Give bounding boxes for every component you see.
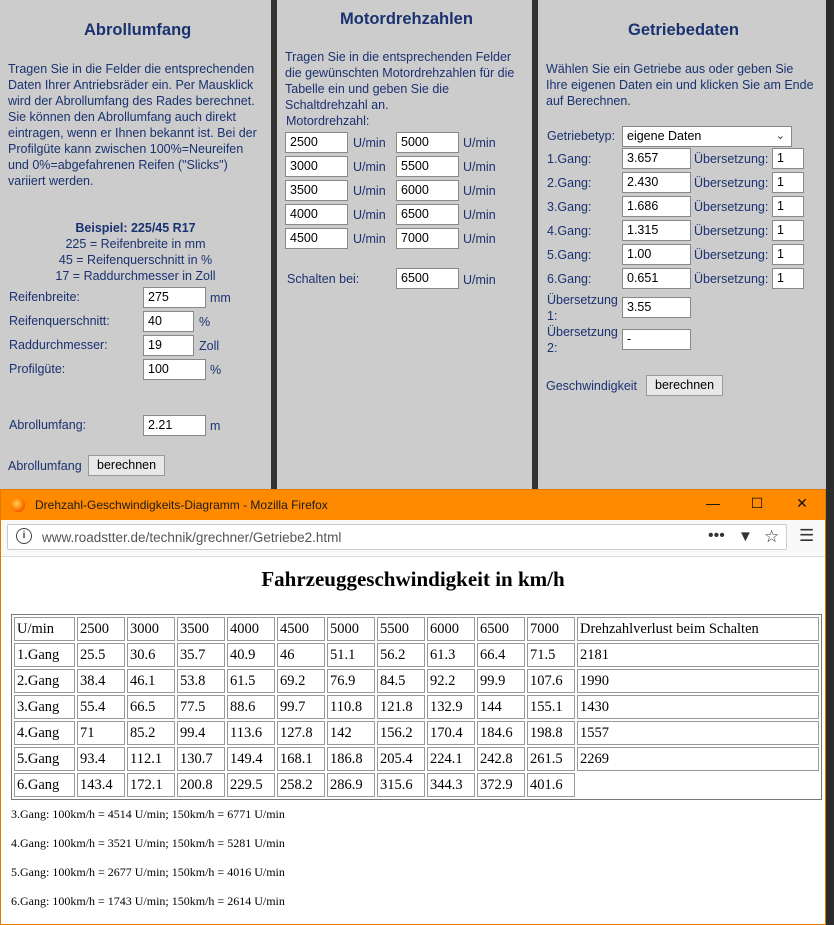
table-cell: 85.2 <box>127 721 175 745</box>
table-cell: 200.8 <box>177 773 225 797</box>
table-cell: 88.6 <box>227 695 275 719</box>
rpm-note: 3.Gang: 100km/h = 4514 U/min; 150km/h = 6771 U/min <box>11 807 285 821</box>
profilguete-input[interactable]: 100 <box>143 359 206 380</box>
table-cell: 99.9 <box>477 669 525 693</box>
uebersetzung-input[interactable]: 1 <box>772 148 804 169</box>
rpm-input[interactable]: 6500 <box>396 204 459 225</box>
table-cell: 3.Gang <box>14 695 75 719</box>
uebersetzung-label: Übersetzung: <box>694 152 769 166</box>
table-cell: 142 <box>327 721 375 745</box>
gang-label: 5.Gang: <box>547 248 592 262</box>
getriebedaten-title: Getriebedaten <box>628 21 739 39</box>
table-cell: 61.5 <box>227 669 275 693</box>
uebersetzung-label: Übersetzung: <box>694 224 769 238</box>
table-cell: 1430 <box>577 695 819 719</box>
table-cell: 156.2 <box>377 721 425 745</box>
gang-label: 3.Gang: <box>547 200 592 214</box>
table-cell: 144 <box>477 695 525 719</box>
rpm-unit: U/min <box>353 232 386 246</box>
table-header-cell: U/min <box>14 617 75 641</box>
url-path: /technik/grechner/Getriebe2.html <box>145 530 342 545</box>
reifenquerschnitt-label: Reifenquerschnitt: <box>9 314 110 328</box>
abrollumfang-berechnen-button[interactable]: berechnen <box>88 455 165 476</box>
abrollumfang-panel <box>0 0 271 490</box>
rpm-note: 6.Gang: 100km/h = 1743 U/min; 150km/h = 2614 U/min <box>11 894 285 908</box>
table-cell: 30.6 <box>127 643 175 667</box>
schalten-label: Schalten bei: <box>287 272 360 286</box>
table-row <box>14 643 819 667</box>
table-cell: 71.5 <box>527 643 575 667</box>
uebersetzung-input[interactable]: 1 <box>772 244 804 265</box>
rpm-input[interactable]: 4500 <box>285 228 348 249</box>
reifenquerschnitt-unit: % <box>199 315 211 329</box>
abrollumfang-description: Tragen Sie in die Felder die entsprechenden Daten Ihrer Antriebsräder ein. Per Mausklick wird der Abrollumfang des Rades berechnet. Sie können den Abrollumfang auch direkt eintragen, wenn er Ihnen bekannt ist. Bei der Profilgüte kann zwischen 100%=Neureifen und 0%=abgefahrenen Reifen ("Slicks") variiert werden. <box>8 62 257 188</box>
rpm-input[interactable]: 4000 <box>285 204 348 225</box>
rpm-input[interactable]: 3000 <box>285 156 348 177</box>
gang-input[interactable]: 2.430 <box>622 172 691 193</box>
table-cell: 1.Gang <box>14 643 75 667</box>
firefox-icon <box>11 498 25 512</box>
table-cell: 5.Gang <box>14 747 75 771</box>
example-line: 225 = Reifenbreite in mm <box>65 237 206 251</box>
menu-icon[interactable]: ☰ <box>799 526 815 545</box>
window-titlebar <box>1 490 825 520</box>
table-cell: 242.8 <box>477 747 525 771</box>
schalten-unit: U/min <box>463 273 496 287</box>
table-cell: 40.9 <box>227 643 275 667</box>
table-cell: 2269 <box>577 747 819 771</box>
table-cell: 46 <box>277 643 325 667</box>
uebersetzung-label: Übersetzung: <box>694 200 769 214</box>
final-ratio-2-input[interactable]: - <box>622 329 691 350</box>
table-cell: 66.4 <box>477 643 525 667</box>
table-cell: 71 <box>77 721 125 745</box>
abrollumfang-button-label: Abrollumfang <box>8 459 82 473</box>
table-cell: 258.2 <box>277 773 325 797</box>
table-cell: 149.4 <box>227 747 275 771</box>
table-cell: 56.2 <box>377 643 425 667</box>
gang-input[interactable]: 1.00 <box>622 244 691 265</box>
speed-table <box>11 614 822 800</box>
example-line: 45 = Reifenquerschnitt in % <box>58 253 213 267</box>
table-cell: 99.7 <box>277 695 325 719</box>
table-cell: 132.9 <box>427 695 475 719</box>
abrollumfang-result-unit: m <box>210 419 221 433</box>
rpm-input[interactable]: 6000 <box>396 180 459 201</box>
table-cell: 55.4 <box>77 695 125 719</box>
table-cell: 76.9 <box>327 669 375 693</box>
schalten-input[interactable]: 6500 <box>396 268 459 289</box>
uebersetzung-input[interactable]: 1 <box>772 220 804 241</box>
table-cell: 401.6 <box>527 773 575 797</box>
table-cell: 127.8 <box>277 721 325 745</box>
bookmark-star-icon[interactable]: ☆ <box>764 527 780 546</box>
table-cell: 77.5 <box>177 695 225 719</box>
table-header-cell: 4000 <box>227 617 275 641</box>
rpm-note: 5.Gang: 100km/h = 2677 U/min; 150km/h = 4016 U/min <box>11 865 285 879</box>
table-cell: 172.1 <box>127 773 175 797</box>
gang-input[interactable]: 0.651 <box>622 268 691 289</box>
url-text <box>42 530 341 545</box>
gang-label: 1.Gang: <box>547 152 592 166</box>
table-row <box>14 773 819 797</box>
example-line: 17 = Raddurchmesser in Zoll <box>55 269 216 283</box>
getriebedaten-panel <box>538 0 826 490</box>
rpm-input[interactable]: 3500 <box>285 180 348 201</box>
gang-input[interactable]: 3.657 <box>622 148 691 169</box>
table-header-cell: 2500 <box>77 617 125 641</box>
table-cell: 205.4 <box>377 747 425 771</box>
table-header-cell: 3000 <box>127 617 175 641</box>
final-ratio-1-label: Übersetzung <box>547 293 618 307</box>
table-row <box>14 695 819 719</box>
table-cell: 92.2 <box>427 669 475 693</box>
table-cell: 112.1 <box>127 747 175 771</box>
table-cell: 46.1 <box>127 669 175 693</box>
profilguete-unit: % <box>210 363 222 377</box>
motordrehzahlen-description: Tragen Sie in die entsprechenden Felder die gewünschten Motordrehzahlen für die Tabelle ein und geben Sie die Schaltdrehzahl an. <box>285 50 515 112</box>
getriebe-berechnen-button[interactable]: berechnen <box>646 375 723 396</box>
getriebetyp-select[interactable] <box>622 126 792 147</box>
final-ratio-1-label-suffix: 1: <box>547 309 558 323</box>
maximize-icon[interactable]: ☐ <box>750 495 764 511</box>
raddurchmesser-label: Raddurchmesser: <box>9 338 108 352</box>
table-cell: 93.4 <box>77 747 125 771</box>
table-cell: 61.3 <box>427 643 475 667</box>
firefox-window <box>0 489 826 925</box>
uebersetzung-label: Übersetzung: <box>694 176 769 190</box>
table-cell: 261.5 <box>527 747 575 771</box>
final-ratio-2-label-suffix: 2: <box>547 341 558 355</box>
info-icon[interactable]: i <box>16 528 32 544</box>
navigation-bar <box>1 520 825 557</box>
table-cell: 53.8 <box>177 669 225 693</box>
table-cell: 168.1 <box>277 747 325 771</box>
table-cell: 110.8 <box>327 695 375 719</box>
url-host: www.roadstter.de <box>42 530 146 545</box>
table-cell: 84.5 <box>377 669 425 693</box>
page-actions-icon[interactable]: ••• <box>708 527 725 544</box>
motordrehzahlen-panel <box>277 0 532 490</box>
gang-input[interactable]: 1.315 <box>622 220 691 241</box>
rpm-unit: U/min <box>353 160 386 174</box>
table-cell: 198.8 <box>527 721 575 745</box>
table-header-cell: 4500 <box>277 617 325 641</box>
example-title: Beispiel: 225/45 R17 <box>75 221 196 235</box>
page-title: Fahrzeuggeschwindigkeit in km/h <box>261 567 565 591</box>
geschwindigkeit-label: Geschwindigkeit <box>546 379 638 393</box>
table-row <box>14 721 819 745</box>
abrollumfang-result-input[interactable]: 2.21 <box>143 415 206 436</box>
table-cell: 315.6 <box>377 773 425 797</box>
rpm-unit: U/min <box>463 160 496 174</box>
table-cell: 224.1 <box>427 747 475 771</box>
reifenbreite-unit: mm <box>210 291 231 305</box>
table-cell: 155.1 <box>527 695 575 719</box>
table-cell: 6.Gang <box>14 773 75 797</box>
table-header-cell: Drehzahlverlust beim Schalten <box>577 617 819 641</box>
rpm-note: 4.Gang: 100km/h = 3521 U/min; 150km/h = 5281 U/min <box>11 836 285 850</box>
getriebedaten-description: Wählen Sie ein Getriebe aus oder geben Sie Ihre eigenen Daten ein und klicken Sie am Ende auf Berechnen. <box>546 62 814 108</box>
gang-label: 4.Gang: <box>547 224 592 238</box>
table-row <box>14 747 819 771</box>
uebersetzung-input[interactable]: 1 <box>772 196 804 217</box>
table-header-cell: 7000 <box>527 617 575 641</box>
table-cell: 113.6 <box>227 721 275 745</box>
motordrehzahl-sublabel: Motordrehzahl: <box>286 114 370 128</box>
rpm-unit: U/min <box>353 208 386 222</box>
motordrehzahlen-title: Motordrehzahlen <box>340 10 473 28</box>
table-header-cell: 6500 <box>477 617 525 641</box>
raddurchmesser-unit: Zoll <box>199 339 220 353</box>
final-ratio-1-input[interactable]: 3.55 <box>622 297 691 318</box>
table-cell: 170.4 <box>427 721 475 745</box>
rpm-unit: U/min <box>463 232 496 246</box>
final-ratio-2-label: Übersetzung <box>547 325 618 339</box>
gang-label: 6.Gang: <box>547 272 592 286</box>
rpm-input[interactable]: 5000 <box>396 132 459 153</box>
page-content <box>1 557 825 925</box>
table-cell: 2181 <box>577 643 819 667</box>
table-cell: 184.6 <box>477 721 525 745</box>
reifenquerschnitt-input[interactable]: 40 <box>143 311 194 332</box>
table-header-row <box>14 617 819 641</box>
table-cell: 344.3 <box>427 773 475 797</box>
table-cell: 186.8 <box>327 747 375 771</box>
rpm-input[interactable]: 7000 <box>396 228 459 249</box>
table-cell: 372.9 <box>477 773 525 797</box>
table-cell: 4.Gang <box>14 721 75 745</box>
table-cell: 69.2 <box>277 669 325 693</box>
table-cell: 2.Gang <box>14 669 75 693</box>
rpm-unit: U/min <box>353 184 386 198</box>
table-cell: 38.4 <box>77 669 125 693</box>
table-cell: 130.7 <box>177 747 225 771</box>
getriebetyp-value: eigene Daten <box>627 129 702 143</box>
uebersetzung-label: Übersetzung: <box>694 272 769 286</box>
window-title: Drehzahl-Geschwindigkeits-Diagramm - Mozilla Firefox <box>35 498 328 512</box>
rpm-unit: U/min <box>463 208 496 222</box>
table-cell: 1990 <box>577 669 819 693</box>
reifenbreite-label: Reifenbreite: <box>9 290 80 304</box>
chevron-down-icon: ⌄ <box>775 130 785 142</box>
table-cell: 286.9 <box>327 773 375 797</box>
uebersetzung-input[interactable]: 1 <box>772 172 804 193</box>
table-cell: 66.5 <box>127 695 175 719</box>
abrollumfang-result-label: Abrollumfang: <box>9 418 87 432</box>
uebersetzung-label: Übersetzung: <box>694 248 769 262</box>
table-cell: 99.4 <box>177 721 225 745</box>
table-cell: 229.5 <box>227 773 275 797</box>
profilguete-label: Profilgüte: <box>9 362 66 376</box>
abrollumfang-title: Abrollumfang <box>84 21 192 39</box>
table-header-cell: 5000 <box>327 617 375 641</box>
table-cell: 121.8 <box>377 695 425 719</box>
close-icon[interactable]: ✕ <box>796 495 808 511</box>
rpm-unit: U/min <box>353 136 386 150</box>
table-cell: 143.4 <box>77 773 125 797</box>
rpm-unit: U/min <box>463 184 496 198</box>
gang-label: 2.Gang: <box>547 176 592 190</box>
reifenbreite-input[interactable]: 275 <box>143 287 206 308</box>
table-cell <box>577 773 819 797</box>
table-header-cell: 6000 <box>427 617 475 641</box>
table-cell: 107.6 <box>527 669 575 693</box>
table-cell: 1557 <box>577 721 819 745</box>
getriebetyp-label: Getriebetyp: <box>547 129 616 143</box>
minimize-icon[interactable]: — <box>706 495 720 511</box>
table-cell: 25.5 <box>77 643 125 667</box>
url-bar[interactable] <box>7 524 787 550</box>
table-header-cell: 3500 <box>177 617 225 641</box>
rpm-input[interactable]: 5500 <box>396 156 459 177</box>
table-cell: 35.7 <box>177 643 225 667</box>
uebersetzung-input[interactable]: 1 <box>772 268 804 289</box>
table-cell: 51.1 <box>327 643 375 667</box>
table-row <box>14 669 819 693</box>
gang-input[interactable]: 1.686 <box>622 196 691 217</box>
table-header-cell: 5500 <box>377 617 425 641</box>
pocket-icon[interactable]: ▼ <box>738 528 753 545</box>
rpm-unit: U/min <box>463 136 496 150</box>
raddurchmesser-input[interactable]: 19 <box>143 335 194 356</box>
rpm-input[interactable]: 2500 <box>285 132 348 153</box>
